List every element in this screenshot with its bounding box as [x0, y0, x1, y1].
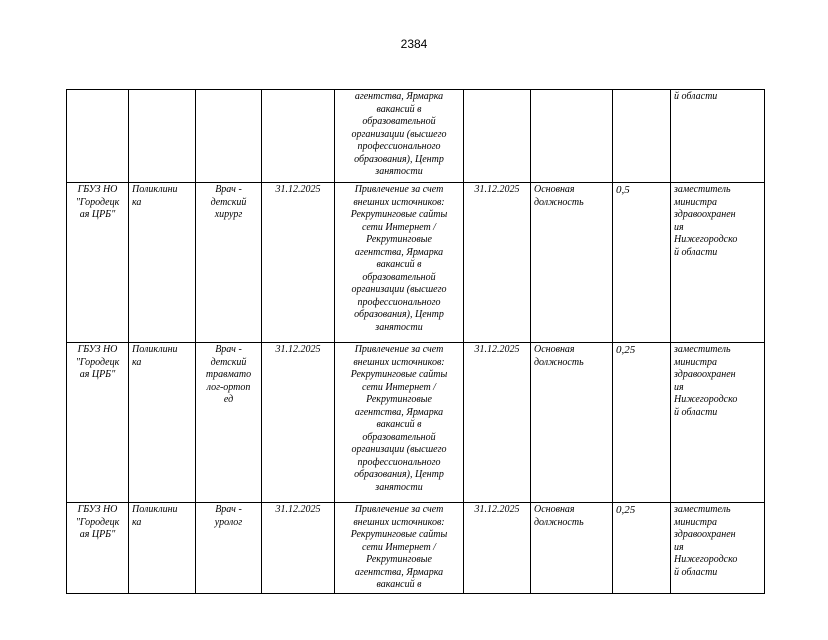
rate-cell [613, 503, 671, 594]
table-row [67, 183, 765, 343]
date-text: 31.12.2025 [275, 344, 321, 355]
method-text: Привлечение за счет внешних источников: Рекрутинговые сайты сети Интернет / Рекрутинговые агентства, Ярмарка вакансий в образовательной организации (высшего профессионального образования), Центр занятости [350, 344, 448, 493]
date2-cell [464, 183, 531, 343]
org-text: ГБУЗ НО "Городецк ая ЦРБ" [75, 344, 120, 380]
table-row [67, 503, 765, 594]
rate-text: 0,5 [616, 184, 630, 196]
org-cell [67, 183, 129, 343]
date-text: 31.12.2025 [275, 504, 321, 515]
rate-cell [613, 343, 671, 503]
date-cell [262, 183, 335, 343]
position-text: Врач - детский травмато лог-ортоп ед [205, 344, 252, 405]
date2-cell [464, 503, 531, 594]
method-text: Привлечение за счет внешних источников: Рекрутинговые сайты сети Интернет / Рекрутинговые агентства, Ярмарка вакансий в образовательной организации (высшего профессионального образования), Центр занятости [350, 184, 448, 333]
unit-cell [129, 503, 196, 594]
vacancy-table [66, 89, 765, 594]
date-cell [262, 343, 335, 503]
unit-cell [129, 90, 196, 183]
position-cell [196, 183, 262, 343]
date-cell [262, 90, 335, 183]
post-type-cell [531, 343, 613, 503]
date-text: 31.12.2025 [275, 184, 321, 195]
position-text: Врач - детский хирург [210, 184, 247, 220]
post-type-cell [531, 183, 613, 343]
approver-cell [671, 183, 765, 343]
approver-cell [671, 343, 765, 503]
method-text: Привлечение за счет внешних источников: Рекрутинговые сайты сети Интернет / Рекрутинговые агентства, Ярмарка вакансий в [350, 504, 448, 590]
unit-text: Поликлини ка [132, 184, 178, 208]
rate-text: 0,25 [616, 504, 636, 516]
table-row [67, 343, 765, 503]
approver-cell [671, 90, 765, 183]
unit-cell [129, 183, 196, 343]
date2-cell [464, 90, 531, 183]
position-cell [196, 503, 262, 594]
org-text: ГБУЗ НО "Городецк ая ЦРБ" [75, 504, 120, 540]
method-text: агентства, Ярмарка вакансий в образовательной организации (высшего профессионального образования), Центр занятости [351, 91, 447, 177]
org-cell [67, 90, 129, 183]
date-cell [262, 503, 335, 594]
position-text: Врач - уролог [214, 504, 243, 528]
approver-text: заместитель министра здравоохранен ия Нижегородско й области [674, 344, 738, 418]
date2-text: 31.12.2025 [474, 504, 520, 515]
page-number: 2384 [400, 37, 428, 51]
org-cell [67, 343, 129, 503]
approver-text: й области [674, 91, 718, 102]
approver-cell [671, 503, 765, 594]
unit-text: Поликлини ка [132, 504, 178, 528]
post-type-text: Основная должность [534, 344, 584, 368]
rate-cell [613, 90, 671, 183]
date2-text: 31.12.2025 [474, 184, 520, 195]
org-text: ГБУЗ НО "Городецк ая ЦРБ" [75, 184, 120, 220]
unit-cell [129, 343, 196, 503]
approver-text: заместитель министра здравоохранен ия Нижегородско й области [674, 184, 738, 258]
post-type-text: Основная должность [534, 184, 584, 208]
position-cell [196, 343, 262, 503]
method-cell [335, 503, 464, 594]
position-cell [196, 90, 262, 183]
unit-text: Поликлини ка [132, 344, 178, 368]
rate-cell [613, 183, 671, 343]
org-cell [67, 503, 129, 594]
method-cell [335, 183, 464, 343]
post-type-text: Основная должность [534, 504, 584, 528]
approver-text: заместитель министра здравоохранен ия Нижегородско й области [674, 504, 738, 578]
post-type-cell [531, 90, 613, 183]
rate-text: 0,25 [616, 344, 636, 356]
table-row-continued [67, 90, 765, 183]
date2-text: 31.12.2025 [474, 344, 520, 355]
method-cell [335, 343, 464, 503]
post-type-cell [531, 503, 613, 594]
date2-cell [464, 343, 531, 503]
method-cell [335, 90, 464, 183]
